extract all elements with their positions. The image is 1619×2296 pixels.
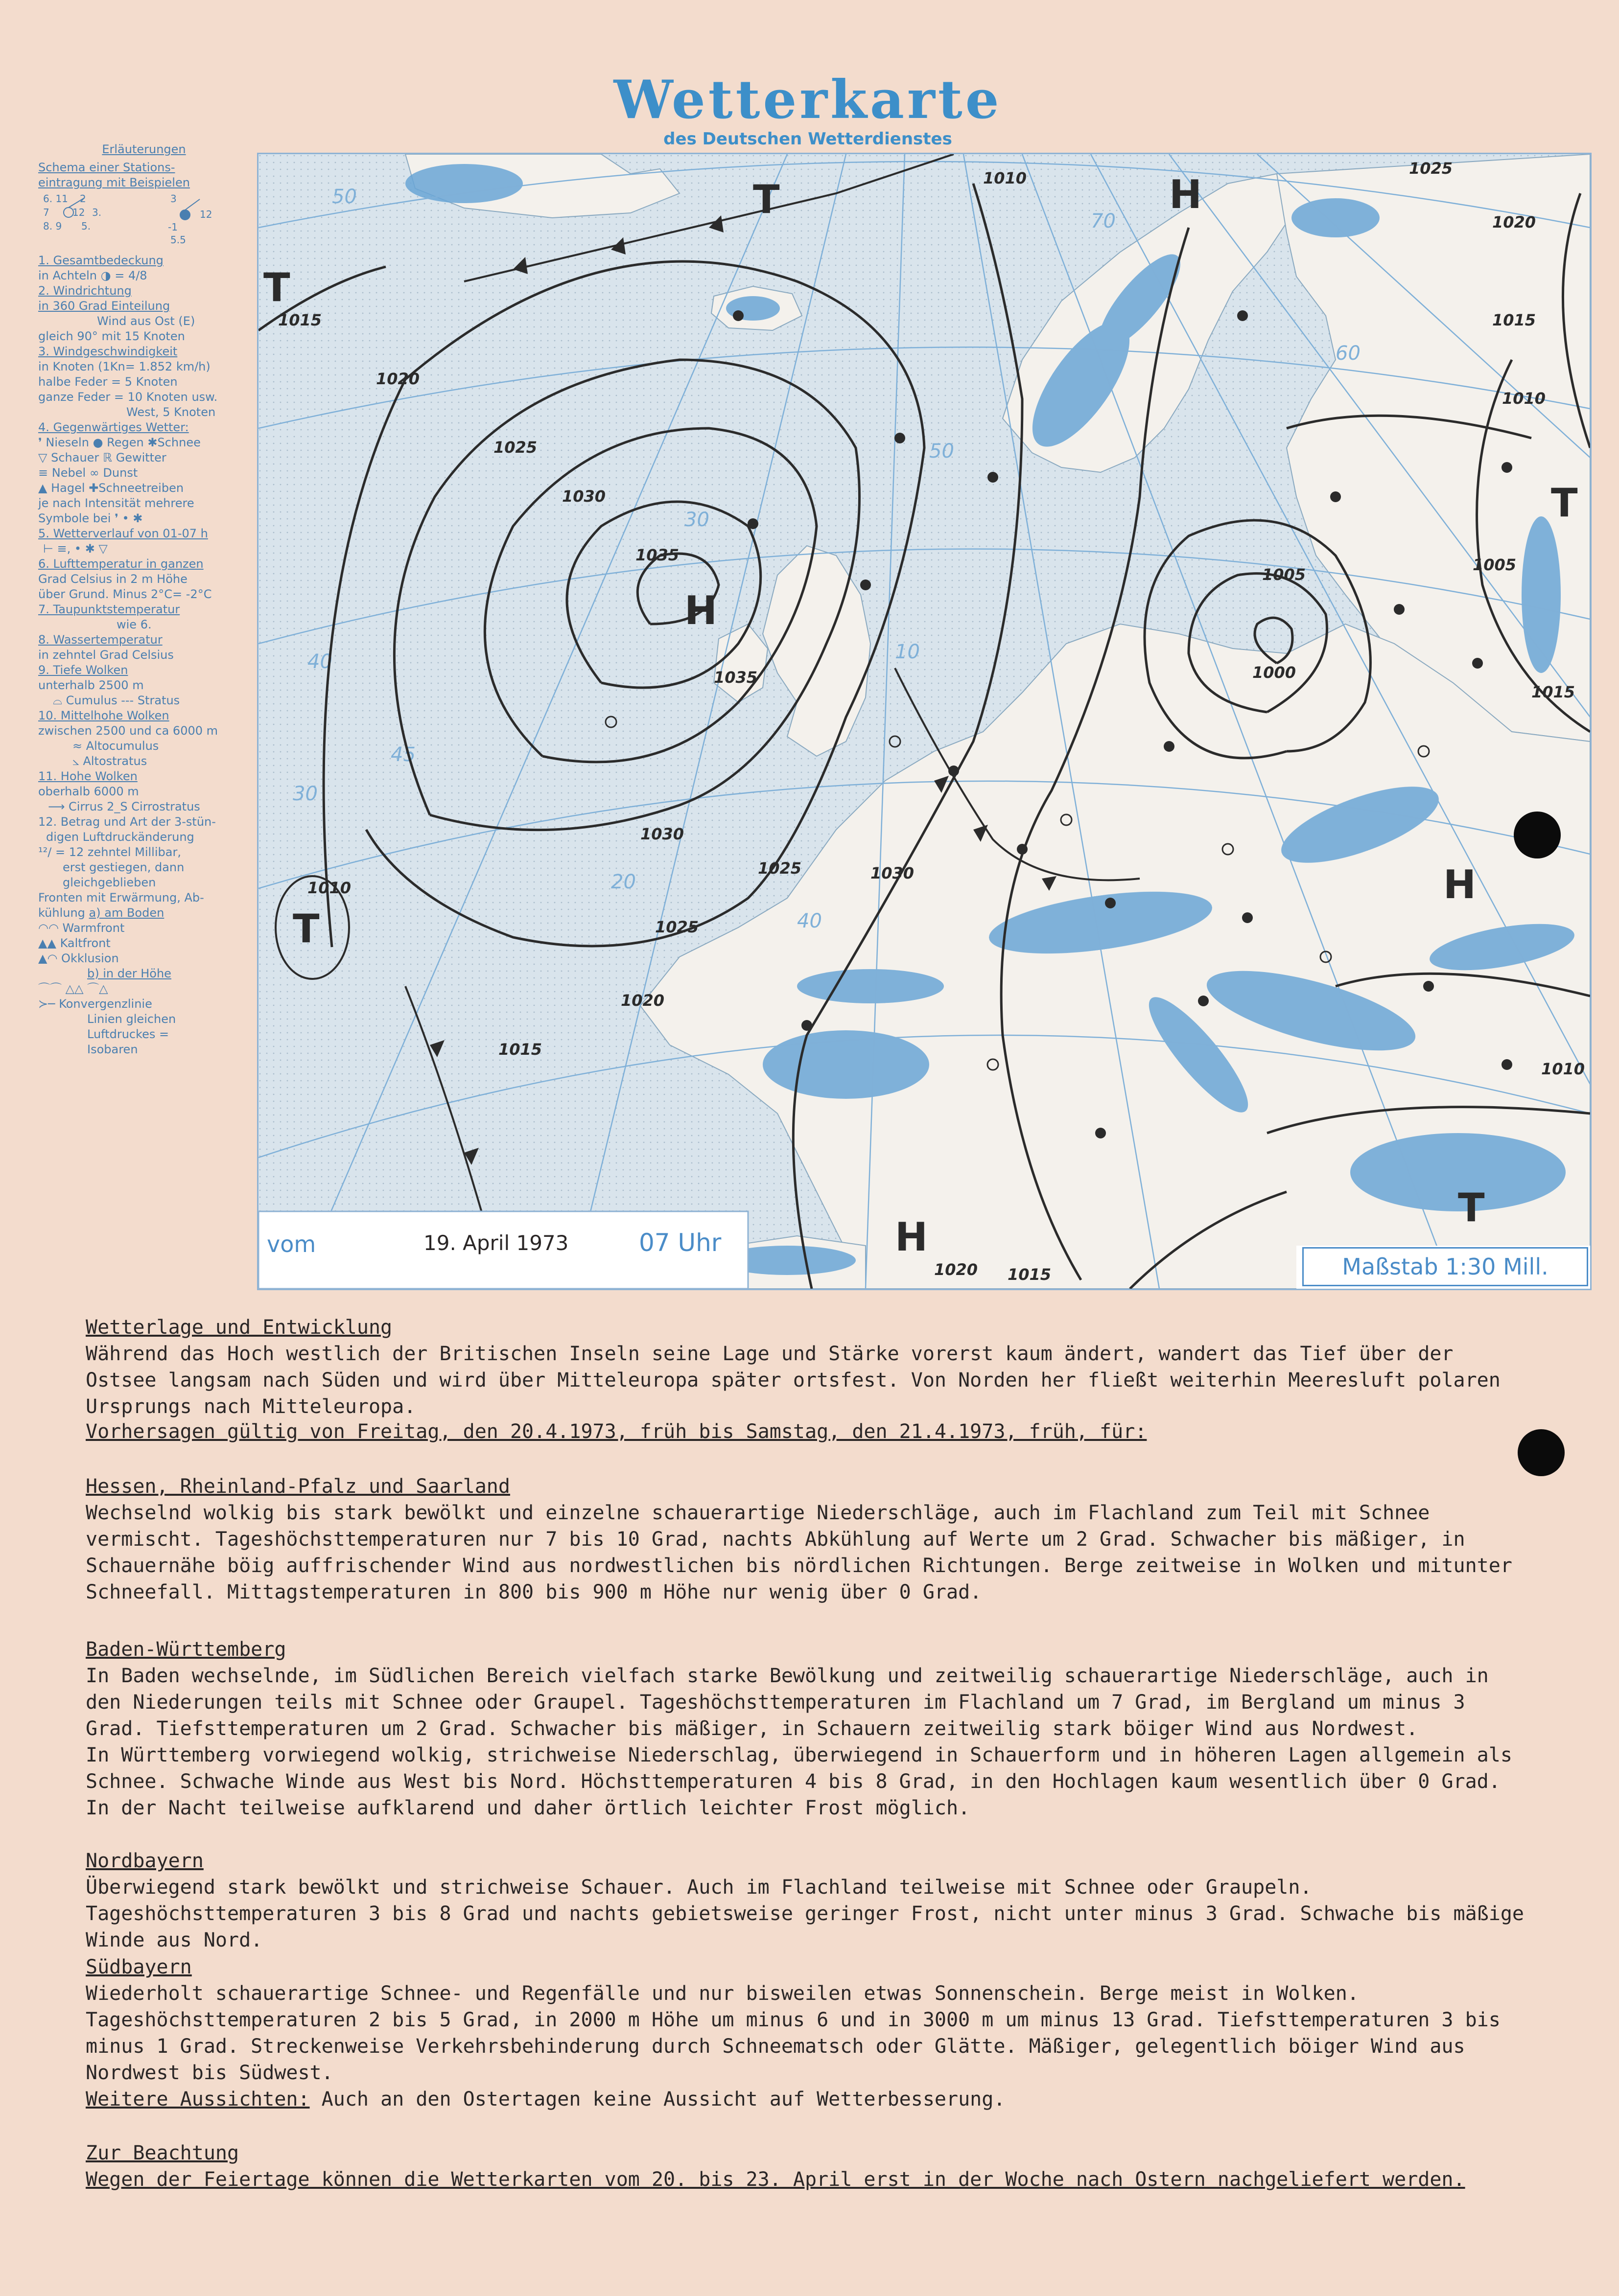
section-heading: Zur Beachtung [86, 2142, 239, 2164]
legend-line: 12. Betrag und Art der 3-stün- [38, 815, 216, 829]
high-center: H [895, 1214, 928, 1260]
station [1502, 1059, 1512, 1070]
legend-line: Cirrostratus [131, 800, 200, 813]
legend-line: über Grund. Minus 2°C= -2°C [38, 587, 212, 601]
legend-line: gleich 90° mit 15 Knoten [38, 329, 185, 343]
station [1502, 462, 1512, 473]
cumulus-icon: ⌓ [53, 694, 62, 707]
low-center: T [293, 906, 320, 951]
svg-text:3.: 3. [92, 207, 102, 218]
isobar-label: 1035 [635, 546, 680, 564]
legend-line: Nebel [51, 466, 86, 480]
legend-line: 9. Tiefe Wolken [38, 663, 128, 677]
high-center: H [1169, 172, 1202, 217]
station [1095, 1128, 1106, 1138]
isobar-label: 1030 [562, 487, 606, 506]
grid-label: 50 [929, 440, 954, 463]
legend-line: 10. Mittelhohe Wolken [38, 709, 169, 722]
station [733, 310, 744, 321]
legend-heading: Erläuterungen [102, 142, 186, 156]
grid-label: 30 [684, 509, 709, 531]
isobar-label: 1020 [934, 1260, 978, 1279]
map-date: 19. April 1973 [423, 1231, 569, 1255]
station [1017, 844, 1028, 855]
legend-line: Luftdruckes = [87, 1027, 169, 1041]
section-vorhersage [86, 1418, 1525, 1445]
station [1198, 996, 1209, 1006]
isobar-label: 1020 [376, 370, 420, 388]
low-center: T [1458, 1185, 1485, 1230]
isobar-label: 1000 [1252, 663, 1296, 682]
legend-line: Linien gleichen [87, 1012, 176, 1026]
legend-line: eintragung mit Beispielen [38, 176, 190, 189]
isobar-label: 1030 [640, 825, 684, 843]
grid-label: 60 [1336, 342, 1361, 365]
legend-line: Nieseln [46, 436, 89, 449]
section-heading: Wetterlage und Entwicklung [86, 1316, 393, 1339]
legend-line: in 360 Grad Einteilung [38, 299, 170, 313]
station [948, 765, 959, 776]
section-text: Wegen der Feiertage können die Wetterkarten vom 20. bis 23. April erst in der Woche nach Ostern nachgeliefert werden. [86, 2168, 1465, 2191]
low-center: T [753, 177, 780, 222]
section-heading: Weitere Aussichten: [86, 2088, 310, 2110]
station [1164, 741, 1174, 752]
grid-label: 20 [611, 871, 636, 893]
isobar-label: 1010 [307, 879, 352, 897]
legend-line: Altocumulus [86, 739, 159, 753]
legend-line: unterhalb 2500 m [38, 678, 144, 692]
isobar-label: 1005 [1262, 565, 1306, 584]
legend-line: a) am Boden [89, 906, 164, 920]
legend-line: Schnee [157, 436, 201, 449]
legend-line: in Knoten (1Kn= 1.852 km/h) [38, 360, 211, 373]
legend-line: Grad Celsius in 2 m Höhe [38, 572, 188, 586]
station [1242, 912, 1253, 923]
drizzle-icon: ❜ [38, 436, 42, 449]
station [1423, 981, 1434, 992]
legend-line: in zehntel Grad Celsius [38, 648, 174, 662]
legend-line: Altostratus [83, 754, 147, 768]
legend-line: Cirrus [69, 800, 103, 813]
haze-icon: ∞ [89, 466, 99, 480]
legend-line: 5. Wetterverlauf von 01-07 h [38, 527, 208, 540]
legend-line: 1. Gesamtbedeckung [38, 254, 164, 267]
legend-line: Dunst [103, 466, 138, 480]
isobar-label: 1020 [621, 991, 665, 1010]
section-baden [86, 1636, 1525, 1821]
grid-label: 10 [895, 641, 920, 663]
grid-label: 45 [391, 743, 416, 766]
fog-icon: ≡ [38, 466, 48, 480]
legend-line: 4. Gegenwärtiges Wetter: [38, 420, 189, 434]
section-text: Während das Hoch westlich der Britischen Inseln seine Lage und Stärke vorerst kaum ändert, wandert das Tief über der Ostsee langsam nach Süden und wird über Mitteleuropa später ortsfest. Von Norden her fließt weiterhin Meeresluft polaren Ursprungs nach Mitteleuropa. [86, 1343, 1501, 1418]
map-title-block [539, 69, 1077, 149]
legend-line: je nach Intensität mehrere [38, 496, 194, 510]
section-text: In Württemberg vorwiegend wolkig, strichweise Niederschlag, überwiegend in Schauerform und in höheren Lagen allgemein als Schnee. Schwache Winde aus West bis Nord. Höchsttemperaturen 4 bis 8 Grad, in den Hochlagen kaum wesentlich über 0 Grad. In der Nacht teilweise aufklarend und daher örtlich leichter Frost möglich. [86, 1744, 1512, 1819]
occlusion-icon: ▲◠ [38, 951, 58, 965]
legend-line: Isobaren [87, 1043, 138, 1056]
intensity-symbols: ❜ • ✱ [115, 511, 143, 525]
subtitle: des Deutschen Wetterdienstes [663, 129, 952, 149]
legend-line: Schema einer Stations- [38, 161, 175, 174]
isobar-label: 1020 [1492, 213, 1536, 232]
section-weitere [86, 2086, 1525, 2112]
pressure-tendency-icon: ¹²∕ [38, 845, 52, 859]
grid-label: 30 [293, 783, 318, 805]
svg-text:-1: -1 [168, 221, 178, 233]
relief-pyrenees [797, 969, 944, 1003]
upper-front-icons: ⌒⌒ △△ ⌒△ [38, 982, 108, 996]
high-center: H [1443, 862, 1476, 907]
isobar-label: 1025 [758, 859, 802, 878]
legend-line: in Achteln [38, 269, 97, 282]
section-suedbayern [86, 1954, 1525, 2086]
section-beachtung [86, 2140, 1525, 2193]
svg-text:12: 12 [72, 207, 85, 218]
legend-line: Schauer [51, 451, 99, 464]
section-text: In Baden wechselnde, im Südlichen Bereich vielfach starke Bewölkung und zeitweilig schauerartige Niederschläge, auch in den Niederungen teils mit Schnee oder Graupel. Tageshöchsttemperaturen im Flachland um 7 Grad, im Bergland um minus 3 Grad. Tiefsttemperaturen um 2 Grad. Schwacher bis mäßiger, in Schauern zeitweilig stark böiger Wind aus Nordwest. [86, 1665, 1489, 1740]
isobar-label: 1025 [493, 438, 538, 457]
legend-line: Symbole bei [38, 511, 111, 525]
legend-line: Cumulus [66, 694, 117, 707]
grid-label: 50 [332, 186, 357, 208]
isobar-label: 1015 [498, 1040, 542, 1059]
section-heading: Südbayern [86, 1956, 192, 1978]
station [801, 1020, 812, 1031]
legend-line: Konvergenzlinie [59, 997, 152, 1011]
low-center: T [1551, 480, 1578, 526]
section-nordbayern [86, 1848, 1525, 1953]
isobar-label: 1025 [1409, 159, 1453, 178]
station [1472, 658, 1483, 669]
grid-label: 40 [307, 650, 332, 673]
legend-line: Stratus [137, 694, 180, 707]
isobar-label: 1010 [1541, 1060, 1585, 1078]
legend-line: zwischen 2500 und ca 6000 m [38, 724, 218, 738]
legend-line: Wind aus Ost (E) [97, 314, 195, 328]
isobar-label: 1010 [1502, 389, 1546, 408]
legend-line: 11. Hohe Wolken [38, 769, 138, 783]
legend-line: Kaltfront [60, 936, 111, 950]
high-center: H [684, 588, 717, 633]
stratus-icon: --- [121, 694, 134, 707]
isobar-label: 1015 [1492, 311, 1536, 329]
legend-line: gleichgeblieben [63, 876, 156, 889]
map-time: 07 Uhr [639, 1229, 722, 1257]
legend-line: kühlung [38, 906, 85, 920]
map-svg [258, 154, 1590, 1289]
svg-text:7: 7 [43, 207, 49, 218]
altocumulus-icon: ≈ [72, 739, 83, 753]
section-text: Wiederholt schauerartige Schnee- und Regenfälle und nur bisweilen etwas Sonnenschein. Berge meist in Wolken. Tageshöchsttemperaturen 2 bis 5 Grad, in 2000 m Höhe um minus 6 und in 3000 m um minus 13 Grad. Tiefsttemperaturen 3 bis minus 1 Grad. Streckenweise Verkehrsbehinderung durch Schneematsch oder Glätte. Mäßiger, gelegentlich böiger Wind aus Nordwest bis Südwest. [86, 1982, 1501, 2084]
section-heading: Vorhersagen gültig von Freitag, den 20.4.1973, früh bis Samstag, den 21.4.1973, früh, für: [86, 1420, 1147, 1443]
legend-line: = 12 zehntel Millibar, [55, 845, 181, 859]
isobar-label: 1015 [1008, 1265, 1052, 1284]
legend-line: Gewitter [116, 451, 166, 464]
svg-text:6. 11: 6. 11 [43, 193, 68, 205]
legend-line: digen Luftdruckänderung [46, 830, 194, 844]
relief-kola [1291, 198, 1380, 237]
section-wetterlage [86, 1314, 1525, 1420]
legend-line: b) in der Höhe [87, 967, 171, 980]
convergence-line-icon: ≻─ [38, 997, 55, 1011]
shower-icon: ▽ [38, 451, 47, 464]
station [1105, 898, 1116, 908]
legend-line: 2. Windrichtung [38, 284, 132, 298]
cirrostratus-icon: 2_S [107, 800, 128, 813]
isobar-label: 1030 [870, 864, 915, 882]
map-scale: Maßstab 1:30 Mill. [1302, 1247, 1588, 1286]
legend-line: erst gestiegen, dann [63, 860, 185, 874]
section-heading: Hessen, Rheinland-Pfalz und Saarland [86, 1475, 510, 1498]
hail-icon: ▲ [38, 481, 47, 495]
legend-line: 3. Windgeschwindigkeit [38, 345, 178, 358]
svg-text:2: 2 [80, 193, 86, 205]
isobar-label: 1015 [278, 311, 322, 329]
cirrus-icon: ⟶ [48, 800, 65, 813]
section-text: Wechselnd wolkig bis stark bewölkt und einzelne schauerartige Niederschläge, auch im Flachland zum Teil mit Schnee vermischt. Tageshöchsttemperaturen nur 7 bis 10 Grad, nachts Abkühlung auf Werte um 2 Grad. Schwacher bis mäßiger, in Schauernähe böig auffrischender Wind aus nordwestlichen bis nördlichen Richtungen. Berge zeitweise in Wolken und mitunter Schneefall. Mittagstemperaturen in 800 bis 900 m Höhe nur wenig über 0 Grad. [86, 1502, 1512, 1603]
station [860, 580, 871, 590]
title: Wetterkarte [613, 69, 1002, 131]
isobar-label: 1005 [1473, 556, 1517, 574]
warm-front-icon: ◠◠ [38, 921, 59, 935]
altostratus-icon: ⦣ [72, 754, 79, 768]
legend-line: halbe Feder = 5 Knoten [38, 375, 178, 389]
station [894, 433, 905, 443]
legend-line: Fronten mit Erwärmung, Ab- [38, 891, 204, 904]
thunderstorm-icon: ℝ [102, 451, 112, 464]
legend-line: 6. Lufttemperatur in ganzen [38, 557, 204, 571]
legend-line: oberhalb 6000 m [38, 785, 139, 798]
isobar-label: 1035 [714, 668, 758, 687]
rain-icon: ● [93, 436, 103, 449]
station [748, 518, 758, 529]
isobar-label: 1010 [983, 169, 1027, 187]
section-text: Überwiegend stark bewölkt und strichweise Schauer. Auch im Flachland teilweise mit Schnee oder Graupeln. Tageshöchsttemperaturen 3 bis 8 Grad und nachts gebietsweise geringer Frost, nicht unter minus 3 Grad. Schwache bis mäßige Winde aus Nord. [86, 1876, 1525, 1951]
relief-greenland [405, 164, 523, 203]
legend-line: 7. Taupunktstemperatur [38, 603, 180, 616]
legend-line: wie 6. [117, 618, 152, 631]
legend-line: 8. Wassertemperatur [38, 633, 163, 647]
grid-label: 40 [797, 910, 822, 932]
legend-line: Regen [107, 436, 144, 449]
weather-map [257, 153, 1592, 1290]
grid-label: 70 [1091, 210, 1116, 232]
svg-text:12: 12 [200, 209, 212, 220]
legend-line: ganze Feder = 10 Knoten usw. [38, 390, 218, 404]
half-cloud-icon: ◑ [100, 269, 111, 282]
legend-line: Okklusion [61, 951, 119, 965]
map-date-prefix: vom [267, 1231, 316, 1257]
svg-text:5.: 5. [81, 220, 91, 232]
legend-line: Schneetreiben [98, 481, 184, 495]
section-text: Auch an den Ostertagen keine Aussicht auf Wetterbesserung. [321, 2088, 1006, 2110]
weather-course-symbols: ⊢ ≡, • ✱ ▽ [43, 542, 108, 556]
legend-line: Hagel [51, 481, 85, 495]
low-center: T [263, 265, 290, 310]
legend [38, 142, 250, 1057]
snow-icon: ✱ [147, 436, 158, 449]
legend-line: Warmfront [62, 921, 125, 935]
isobar-label: 1015 [1531, 683, 1575, 701]
isobar-label: 1025 [655, 918, 699, 936]
station [1394, 604, 1405, 615]
svg-text:5.5: 5.5 [170, 234, 186, 246]
svg-text:8. 9: 8. 9 [43, 220, 62, 232]
drifting-snow-icon: ✚ [89, 481, 99, 495]
station [1330, 491, 1341, 502]
station-schema-diagram [38, 190, 244, 249]
section-hessen [86, 1473, 1525, 1605]
legend-line: West, 5 Knoten [126, 405, 216, 419]
section-heading: Nordbayern [86, 1850, 204, 1872]
legend-line: = 4/8 [115, 269, 147, 282]
section-heading: Baden-Württemberg [86, 1638, 286, 1661]
station [1237, 310, 1248, 321]
svg-text:3: 3 [170, 193, 177, 205]
punch-hole [1514, 812, 1561, 858]
station [987, 472, 998, 483]
cold-front-icon: ▲▲ [38, 936, 56, 950]
